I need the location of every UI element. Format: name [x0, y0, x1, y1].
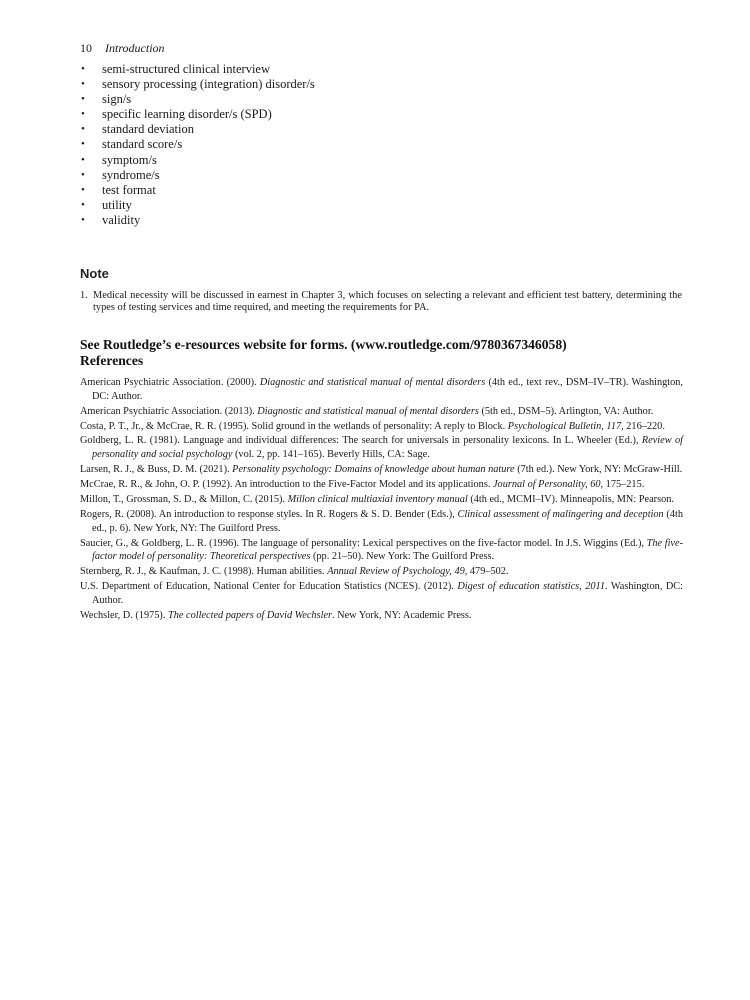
list-item-text: test format — [102, 182, 156, 197]
reference-text: (7th ed.). New York, NY: McGraw-Hill. — [514, 464, 683, 476]
list-item — [80, 92, 315, 107]
reference-text: . New York, NY: Academic Press. — [332, 609, 472, 621]
list-item-text: specific learning disorder/s (SPD) — [102, 107, 272, 122]
reference-text: U.S. Department of Education, National Center for Education Statistics (NCES). (2012). — [80, 581, 458, 593]
reference-entry — [80, 478, 683, 492]
bullet-glyph: • — [81, 153, 85, 166]
list-item-text: standard deviation — [102, 122, 194, 137]
list-item — [80, 62, 315, 77]
reference-title: Diagnostic and statistical manual of mental disorders — [259, 377, 486, 388]
reference-entry — [80, 508, 683, 536]
bullet-glyph: • — [81, 63, 85, 75]
reference-title: Digest of education statistics, 2011 — [457, 581, 606, 593]
reference-title: Millon clinical multiaxial inventory manual — [287, 493, 468, 505]
reference-text: (vol. 2, pp. 141–165). Beverly Hills, CA: Sage. — [232, 449, 430, 461]
reference-title: The collected papers of David Wechsler — [167, 609, 333, 621]
reference-entry — [80, 420, 683, 434]
reference-entry — [80, 537, 683, 565]
reference-text: American Psychiatric Association. (2013). — [80, 405, 258, 417]
list-item — [80, 213, 315, 228]
reference-text: Wechsler, D. (1975). — [80, 609, 168, 621]
reference-text: American Psychiatric Association. (2000). — [80, 377, 260, 388]
note-heading: Note — [80, 266, 109, 281]
reference-title: The five-factor model of personality: Theoretical perspectives — [92, 537, 683, 563]
reference-text: (4th ed., text rev., DSM–IV–TR). Washington, DC: Author. — [92, 377, 684, 402]
reference-text: Larsen, R. J., & Buss, D. M. (2021). — [80, 464, 233, 476]
reference-entry — [80, 434, 683, 462]
reference-text: (4th ed., MCMI–IV). Minneapolis, MN: Pearson. — [467, 493, 674, 505]
reference-entry — [80, 405, 683, 419]
list-item — [80, 153, 315, 168]
note-list — [80, 290, 682, 314]
reference-text: Goldberg, L. R. (1981). Language and individual differences: The search for universals in personality lexicons. In L. Wheeler (Ed.), — [80, 435, 642, 447]
list-item-text: standard score/s — [102, 137, 183, 152]
reference-entry — [80, 609, 683, 623]
resources-heading-text: See Routledge’s e-resources website for forms. (www.routledge.com/9780367346058) — [80, 337, 567, 352]
reference-text: . Washington, DC: Author. — [92, 581, 683, 606]
reference-entry — [80, 463, 683, 477]
list-item-text: syndrome/s — [102, 167, 160, 182]
list-item — [80, 107, 315, 122]
reference-text: , 479–502. — [464, 566, 509, 578]
reference-text: (pp. 21–50). New York: The Guilford Press. — [310, 551, 495, 563]
reference-title: Clinical assessment of malingering and deception — [457, 508, 664, 520]
key-terms-list — [80, 62, 315, 228]
reference-entry — [80, 580, 683, 608]
reference-text: , 216–220. — [621, 420, 665, 432]
bullet-glyph: • — [81, 78, 85, 91]
running-head — [80, 41, 165, 55]
list-item — [80, 122, 315, 137]
reference-title: Review of personality and social psychology — [92, 435, 683, 461]
bullet-glyph: • — [81, 183, 85, 196]
reference-title: Personality psychology: Domains of knowledge about human nature — [232, 464, 515, 476]
reference-title: Journal of Personality, 60 — [492, 479, 601, 491]
section-title: Introduction — [105, 41, 165, 55]
reference-entry — [80, 565, 683, 579]
list-item — [80, 183, 315, 198]
list-item — [80, 137, 315, 152]
reference-text: (5th ed., DSM–5). Arlington, VA: Author. — [478, 405, 654, 417]
list-item — [80, 77, 315, 92]
list-item-text: utility — [102, 197, 132, 212]
reference-entry — [80, 376, 683, 404]
references-heading: References — [80, 353, 144, 368]
list-item-text: validity — [102, 212, 141, 227]
reference-text: , 175–215. — [600, 479, 645, 491]
reference-text: Costa, P. T., Jr., & McCrae, R. R. (1995). Solid ground in the wetlands of personality: A reply to Block. — [80, 420, 508, 432]
reference-entry — [80, 493, 683, 507]
reference-text: Saucier, G., & Goldberg, L. R. (1996). The language of personality: Lexical perspectives on the five-factor model. In J.S. Wiggins (Ed.), — [80, 537, 647, 549]
reference-text: Sternberg, R. J., & Kaufman, J. C. (1998). Human abilities. — [80, 566, 328, 578]
note-text: Medical necessity will be discussed in earnest in Chapter 3, which focuses on selecting a relevant and efficient test battery, determining the types of testing services and time required, and meeting the requirements for PA. — [93, 290, 682, 314]
resources-heading — [80, 337, 690, 369]
list-item-text: sensory processing (integration) disorder/s — [102, 77, 315, 92]
bullet-glyph: • — [81, 123, 85, 136]
references-list — [80, 376, 683, 624]
bullet-glyph: • — [81, 213, 85, 226]
bullet-glyph: • — [81, 93, 85, 106]
bullet-glyph: • — [81, 108, 85, 121]
list-item-text: sign/s — [102, 92, 132, 107]
reference-text: (4th ed., p. 6). New York, NY: The Guilford Press. — [92, 508, 684, 534]
reference-title: Psychological Bulletin, 117 — [507, 420, 622, 432]
note-item — [80, 290, 682, 314]
list-item — [80, 168, 315, 183]
note-number: 1. — [80, 290, 88, 301]
reference-title: Annual Review of Psychology, 49 — [327, 566, 465, 578]
list-item-text: semi-structured clinical interview — [102, 62, 270, 76]
reference-text: McCrae, R. R., & John, O. P. (1992). An introduction to the Five-Factor Model and its applications. — [80, 479, 493, 491]
reference-text: Rogers, R. (2008). An introduction to response styles. In R. Rogers & S. D. Bender (Eds.), — [80, 508, 458, 520]
reference-title: Diagnostic and statistical manual of mental disorders — [257, 405, 479, 417]
bullet-glyph: • — [81, 198, 85, 211]
page-number: 10 — [80, 41, 92, 55]
reference-text: Millon, T., Grossman, S. D., & Millon, C. (2015). — [80, 493, 288, 505]
bullet-glyph: • — [81, 138, 85, 151]
list-item-text: symptom/s — [102, 152, 157, 167]
list-item — [80, 198, 315, 213]
bullet-glyph: • — [81, 168, 85, 181]
